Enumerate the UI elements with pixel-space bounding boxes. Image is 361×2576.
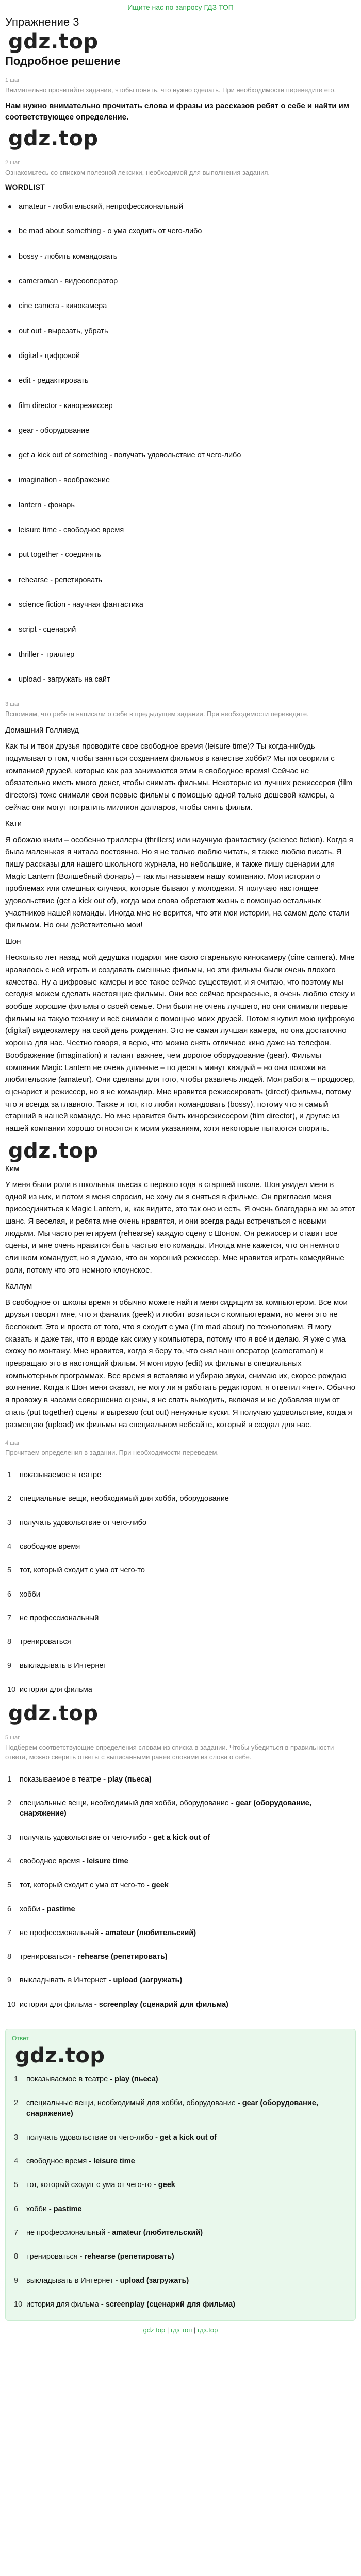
definition-text: выкладывать в Интернет [20, 1662, 107, 1670]
match-definition: специальные вещи, необходимый для хобби, оборудование [20, 1799, 229, 1808]
match-term: screenplay (сценарий для фильма) [105, 2300, 235, 2309]
speaker-name: Шон [5, 937, 21, 946]
match-dash: - [144, 1881, 152, 1890]
wordlist-item: imagination - воображение [5, 468, 356, 493]
wordlist-item: amateur - любительский, непрофессиональный [5, 194, 356, 219]
wordlist-item: cameraman - видеооператор [5, 269, 356, 294]
item-number: 3 [7, 1518, 12, 1527]
definition-text: история для фильма [20, 1685, 92, 1694]
item-number: 1 [7, 1775, 12, 1784]
match-item [5, 1826, 356, 1850]
item-number: 9 [7, 1976, 12, 1985]
speaker-text: В свободное от школы время я обычно можете найти меня сидящим за компьютером. Все мои друзья говорят мне, что я фанатик (geek) и любит возиться с компьютерами, но меня это не беспокоит. Это и просто от того, что я сходит с ума (I'm mad about) по технологиям. Я могу сказать и даже так, что я вроде как сижу у компьютера, потому что я всё и делаю. Я уже с ума схожу по монтажу. Мне нравится, когда я беру то, что снял наш оператор (cameraman) и превращаю это в настоящий фильм. Я монтирую (edit) их фильмы в специальных компьютерных программах. Все время я вставляю и убираю звуки, снимаю их, скорее рождаю волнение. Когда к Шон меня сказал, не могу ли я работать редактором, я ответил «нет». Обычно я провожу в часами совершенно сцены, я не спать выходить, включая и не добавляя шум от спать (put together) сцены и вырезаю (cut out) ненужные куски. Я получаю удовольствие, когда я размещаю (upload) их фильмы на специальном вебсайте, который я создал для нас. [5, 1298, 356, 1429]
definition-item [5, 1558, 356, 1582]
match-dash: - [101, 1775, 108, 1784]
match-dash: - [105, 2229, 112, 2238]
item-number: 2 [7, 1495, 12, 1503]
definition-text: тот, который сходит с ума от чего-то [20, 1566, 145, 1575]
match-item [12, 2293, 349, 2316]
step-label: 5 шаг [5, 1735, 20, 1741]
match-dash: - [153, 2133, 160, 2142]
match-term: get a kick out of [159, 2133, 217, 2142]
match-item [5, 1945, 356, 1969]
task-text: Нам нужно внимательно прочитать слова и фразы из рассказов ребят о себе и найти им соответствующее определение. [5, 101, 349, 122]
item-number: 10 [7, 1685, 16, 1694]
definition-item [5, 1630, 356, 1654]
match-dash: - [99, 2300, 106, 2309]
item-number: 10 [14, 2300, 23, 2309]
wordlist-item: rehearse - репетировать [5, 568, 356, 592]
item-number: 6 [14, 2205, 19, 2213]
match-term: geek [158, 2181, 175, 2190]
match-definition: выкладывать в Интернет [26, 2276, 113, 2285]
page-title: Упражнение 3 [5, 15, 79, 28]
match-definition: специальные вещи, необходимый для хобби, оборудование [26, 2099, 236, 2108]
footer-link[interactable]: gdz top [143, 2326, 166, 2334]
match-definition: тот, который сходит с ума от чего-то [26, 2181, 152, 2190]
match-term: pastime [53, 2205, 82, 2213]
match-dash: - [80, 1857, 87, 1866]
match-dash: - [40, 1905, 47, 1913]
match-term: gear (оборудование, снаряжение) [26, 2099, 318, 2118]
match-term: rehearse (репетировать) [84, 2252, 174, 2261]
match-term: upload (загружать) [113, 1976, 183, 1985]
wordlist-item: get a kick out of something - получать удовольствие от чего-либо [5, 443, 356, 468]
wordlist-item: lantern - фонарь [5, 493, 356, 518]
definition-text: специальные вещи, необходимый для хобби, оборудование [20, 1495, 229, 1503]
answer-label: Ответ [12, 2034, 29, 2042]
match-definition: история для фильма [26, 2300, 99, 2309]
match-definition: выкладывать в Интернет [20, 1976, 107, 1985]
match-dash: - [113, 2276, 120, 2285]
watermark: gdz.top [8, 1702, 99, 1726]
match-definition: хобби [20, 1905, 40, 1913]
match-item [12, 2197, 349, 2221]
match-definition: показываемое в театре [20, 1775, 102, 1784]
match-term: get a kick out of [153, 1833, 210, 1842]
step-note: Внимательно прочитайте задание, чтобы понять, что нужно сделать. При необходимости переведите его. [5, 86, 336, 94]
match-term: play (пьеса) [108, 1775, 152, 1784]
item-number: 10 [7, 2000, 16, 2009]
item-number: 3 [14, 2133, 19, 2142]
speaker-text: Несколько лет назад мой дедушка подарил мне свою старенькую кинокамеру (cine camera). Мне нравилось с ней играть и создавать смешные фильмы, но эти фильмы были очень плохого качества. Ну а цифровые камеры и все такое сейчас существуют, и я считаю, что поэтому мы сегодня можем сделать настоящие фильмы. Они все сейчас прекрасные, я очень люблю стеку и вообще хорошие фильмы о своей семье. Они были не очень лучшего, но они снимали первые фильмы на такую технику и всё снимали с помощью моих друзей. Потом я купил мою цифровую (digital) видеокамеру на свой день рождения. Это не самая лучшая камера, но она достаточно хороша для нас. Честно говоря, я верю, что можно снять отличное кино даже на телефон. Воображение (imagination) и талант важнее, чем дорогое оборудование (gear). Фильмы компании Magic Lantern не очень длинные – по десять минут каждый – но они похожи на любительские (amateur). Они сделаны для того, чтобы развлечь людей. Моя работа – продюсер, сценарист и режиссер, но я не командир. Мне нравится режиссировать (direct) фильмы, потому что я всегда за главного. Также я тот, кто любит командовать (bossy), потому что я самый старший в нашей команде. Но мне нравится быть кинорежиссером (film director), и другие из нашей компании хорошо относятся к моим указаниям, хотя некоторые пытаются спорить. [5, 953, 355, 1133]
match-dash: - [46, 2205, 54, 2213]
match-item [5, 1768, 356, 1791]
match-item [5, 1850, 356, 1873]
step-note: Прочитаем определения в задании. При необходимости переведем. [5, 1449, 219, 1457]
wordlist-item: edit - редактировать [5, 368, 356, 393]
definition-item [5, 1487, 356, 1511]
step-note: Ознакомьтесь со списком полезной лексики, необходимой для выполнения задания. [5, 168, 270, 177]
step-label: 1 шаг [5, 77, 20, 83]
wordlist-item: thriller - триллер [5, 642, 356, 667]
speaker-text: У меня были роли в школьных пьесах с первого года в старшей школе. Шон увидел меня в одной из них, и потом я меня спросил, не хочу ли я сняться в фильме. Он пригласил меня присоединиться к Magic Lantern, и, как видите, это так оно и есть. Я очень благодарна им за этот шанс. Я веселая, и ребята мне очень нравятся, и они всегда рады встречаться с новыми людьми. Мы часто репетируем (rehearse) каждую сцену с Шоном. Он режиссер и ставит все сцены, и мне очень нравится быть частью его команды. Иногда мне кажется, что он немного слишком командует, но я думаю, что он хороший режиссер. Мне нравится играть комедийные роли, потому что это немного клоунское. [5, 1180, 355, 1275]
wordlist-item: be mad about something - о ума сходить от чего-либо [5, 219, 356, 244]
story-intro: Как ты и твои друзья проводите свое свободное время (leisure time)? Ты когда-нибудь подумывал о том, чтобы заняться созданием фильмов в качестве хобби? Мы поговорили с компанией друзей, которые как раз занимаются этим в свободное время! Сейчас не обязательно иметь много денег, чтобы снимать фильмы. Некоторые из лучших режиссеров (film directors) тоже снимали свои первые фильмы с помощью одной только дешевой камеры, а сейчас они могут потратить миллион долларов, чтобы снять фильм. [5, 742, 353, 812]
match-dash: - [235, 2099, 242, 2108]
match-dash: - [106, 1976, 113, 1985]
match-term: amateur (любительский) [105, 1928, 196, 1937]
step-label: 2 шаг [5, 160, 20, 166]
item-number: 1 [14, 2075, 19, 2083]
speakers [5, 818, 356, 1431]
step-note: Подберем соответствующие определения словам из списка в задании. Чтобы убедиться в правильности ответа, можно сверить ответы с выписанными ранее словами из слова о себе. [5, 1743, 334, 1761]
match-item [12, 2269, 349, 2293]
match-item [5, 1791, 356, 1826]
match-dash: - [92, 2000, 99, 2009]
item-number: 8 [7, 1953, 12, 1961]
match-term: screenplay (сценарий для фильма) [99, 2000, 228, 2009]
match-dash: - [87, 2157, 94, 2166]
match-term: upload (загружать) [120, 2276, 189, 2285]
wordlist-item: script - сценарий [5, 617, 356, 642]
match-definition: история для фильма [20, 2000, 92, 2009]
step-label: 3 шаг [5, 701, 20, 708]
wordlist-item: film director - кинорежиссер [5, 394, 356, 418]
match-term: amateur (любительский) [112, 2229, 203, 2238]
definition-item [5, 1678, 356, 1702]
item-number: 8 [7, 1638, 12, 1647]
item-number: 7 [7, 1614, 12, 1622]
match-term: leisure time [93, 2157, 135, 2166]
match-item [12, 2126, 349, 2149]
match-dash: - [71, 1953, 78, 1961]
match-item [12, 2173, 349, 2197]
item-number: 4 [14, 2157, 19, 2166]
item-number: 2 [7, 1799, 12, 1808]
match-item [5, 1993, 356, 2016]
footer-link[interactable]: гдз топ [170, 2326, 192, 2334]
wordlist-item: gear - оборудование [5, 418, 356, 443]
story-title: Домашний Голливуд [5, 725, 79, 735]
definition-item [5, 1654, 356, 1677]
item-number: 5 [7, 1881, 12, 1890]
answer-list [12, 2067, 349, 2316]
item-number: 2 [14, 2099, 19, 2108]
item-number: 1 [7, 1471, 12, 1480]
speaker-text: Я обожаю книги – особенно триллеры (thrillers) или научную фантастику (science fiction). Когда я была маленькая я читала постоянно. Но я не только люблю читать, я также люблю писать. Я пишу рассказы для нашего школьного журнала, но небольшие, и также пишу сценарии для Magic Lantern (Волшебный фонарь) – так мы называем нашу компанию. Мои истории о проблемах или смешных случаях, которые бывают у молодежи. Я получаю настоящее удовольствие (get a kick out of), когда мои слова обретают жизнь с помощью остальных участников нашей команды. Иногда мне не верится, что эти мои истории, на самом деле стали фильмом. Но они действительно мои! [5, 835, 353, 930]
match-definition: не профессиональный [20, 1928, 99, 1937]
match-item [5, 1969, 356, 1992]
match-term: rehearse (репетировать) [77, 1953, 168, 1961]
item-number: 4 [7, 1857, 12, 1866]
item-number: 9 [7, 1662, 12, 1670]
match-dash: - [228, 1799, 236, 1808]
footer-separator: | [193, 2326, 196, 2334]
match-item [5, 1897, 356, 1921]
match-term: leisure time [87, 1857, 128, 1866]
watermark: gdz.top [15, 2043, 105, 2067]
match-definition: показываемое в театре [26, 2075, 108, 2083]
match-definition: тот, который сходит с ума от чего-то [20, 1881, 145, 1890]
definition-item [5, 1463, 356, 1487]
match-dash: - [99, 1928, 106, 1937]
definitions-list [5, 1463, 356, 1702]
match-item [12, 2091, 349, 2126]
match-dash: - [151, 2181, 158, 2190]
match-term: geek [151, 1881, 169, 1890]
item-number: 5 [14, 2181, 19, 2190]
step-label: 4 шаг [5, 1440, 20, 1447]
definition-text: тренироваться [20, 1638, 71, 1647]
definition-item [5, 1511, 356, 1535]
speaker-name: Каллум [5, 1282, 32, 1291]
item-number: 6 [7, 1905, 12, 1913]
matches-list [5, 1768, 356, 2016]
definition-text: хобби [20, 1590, 40, 1599]
footer [5, 2321, 356, 2338]
definition-item [5, 1583, 356, 1606]
wordlist-item: cine camera - кинокамера [5, 294, 356, 318]
match-definition: получать удовольствие от чего-либо [26, 2133, 154, 2142]
watermark: gdz.top [8, 30, 99, 54]
match-item [12, 2245, 349, 2268]
match-term: gear (оборудование, снаряжение) [20, 1799, 311, 1818]
match-dash: - [146, 1833, 153, 1842]
footer-separator: | [167, 2326, 169, 2334]
match-definition: тренироваться [20, 1953, 71, 1961]
item-number: 7 [7, 1928, 12, 1937]
item-number: 3 [7, 1833, 12, 1842]
match-item [12, 2221, 349, 2245]
wordlist-item: upload - загружать на сайт [5, 667, 356, 692]
wordlist-item: out out - вырезать, убрать [5, 319, 356, 344]
match-dash: - [77, 2252, 85, 2261]
match-definition: тренироваться [26, 2252, 78, 2261]
watermark: gdz.top [8, 127, 99, 151]
search-link[interactable]: Ищите нас по запросу ГДЗ ТОП [127, 3, 234, 11]
item-number: 7 [14, 2229, 19, 2238]
speaker-name: Ким [5, 1164, 20, 1173]
page-subtitle: Подробное решение [5, 55, 121, 67]
wordlist-item: leisure time - свободное время [5, 518, 356, 543]
match-item [5, 1873, 356, 1897]
match-definition: свободное время [26, 2157, 87, 2166]
step-note: Вспомним, что ребята написали о себе в предыдущем задании. При необходимости переведите. [5, 710, 309, 718]
match-item [5, 1921, 356, 1945]
item-number: 5 [7, 1566, 12, 1575]
footer-link[interactable]: гдз.top [197, 2326, 218, 2334]
wordlist-item: digital - цифровой [5, 344, 356, 368]
definition-text: не профессиональный [20, 1614, 99, 1622]
match-definition: получать удовольствие от чего-либо [20, 1833, 147, 1842]
item-number: 9 [14, 2276, 19, 2285]
item-number: 6 [7, 1590, 12, 1599]
match-definition: не профессиональный [26, 2229, 106, 2238]
wordlist [5, 194, 356, 692]
definition-text: получать удовольствие от чего-либо [20, 1518, 147, 1527]
item-number: 4 [7, 1542, 12, 1551]
speaker-name: Кати [5, 819, 22, 828]
answer-box [5, 2029, 356, 2321]
match-item [12, 2067, 349, 2091]
match-definition: свободное время [20, 1857, 80, 1866]
wordlist-item: put together - соединять [5, 543, 356, 567]
wordlist-item: bossy - любить командовать [5, 244, 356, 269]
match-dash: - [108, 2075, 115, 2083]
wordlist-item: science fiction - научная фантастика [5, 592, 356, 617]
match-term: pastime [46, 1905, 75, 1913]
definition-text: свободное время [20, 1542, 80, 1551]
match-term: play (пьеса) [114, 2075, 158, 2083]
wordlist-title: WORDLIST [5, 183, 45, 192]
watermark: gdz.top [8, 1139, 99, 1163]
definition-item [5, 1535, 356, 1558]
definition-item [5, 1606, 356, 1630]
match-item [12, 2149, 349, 2173]
item-number: 8 [14, 2252, 19, 2261]
match-definition: хобби [26, 2205, 47, 2213]
definition-text: показываемое в театре [20, 1471, 102, 1480]
